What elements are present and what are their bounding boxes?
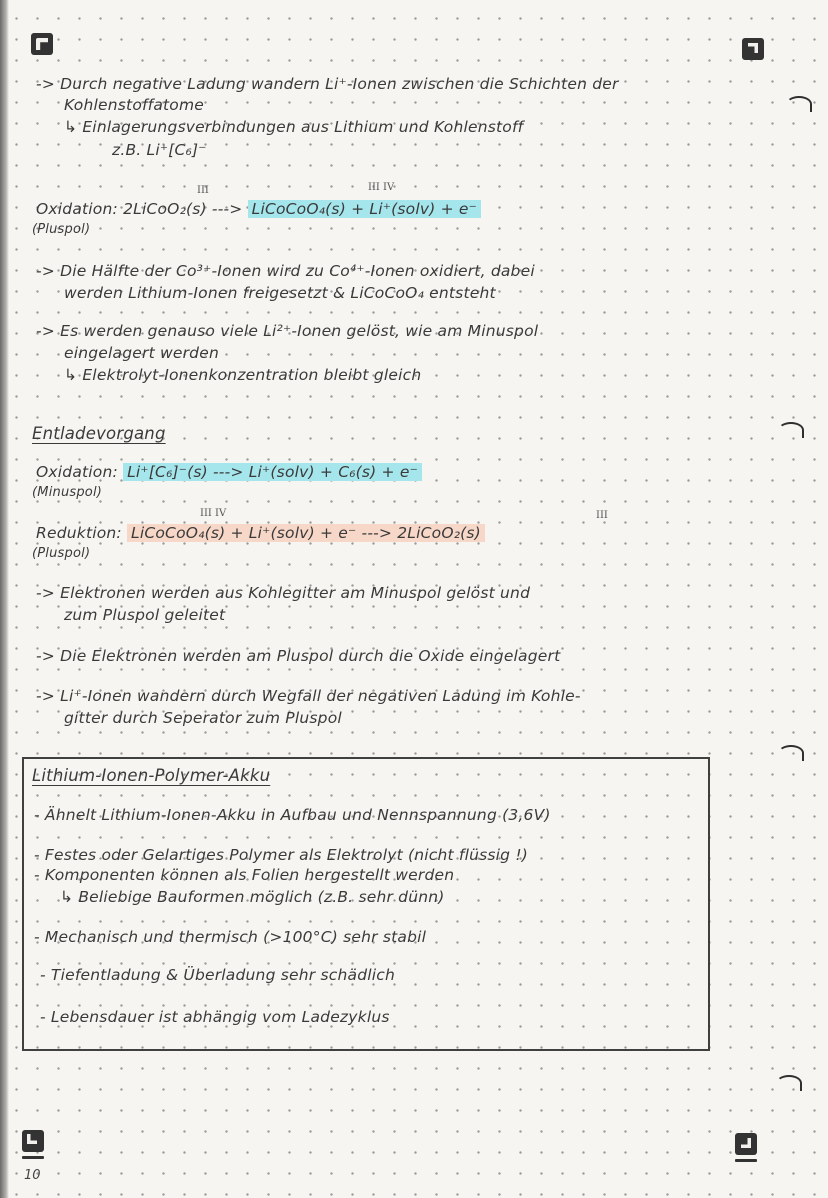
oxidation-plus-reaction: [36, 200, 481, 218]
box-list-item: - Mechanisch und thermisch (>100°C) sehr stabil: [34, 928, 427, 946]
reaction-label: Reduktion:: [36, 524, 122, 542]
corner-mark-bottom-right: [735, 1133, 757, 1155]
note-line: -> Li⁺-Ionen wandern durch Wegfall der negativen Ladung im Kohle-: [36, 687, 581, 705]
corner-tick-bottom-left: [22, 1156, 44, 1159]
section-heading-polymer: Lithium-Ionen-Polymer-Akku: [32, 766, 271, 785]
corner-mark-top-left: [31, 33, 53, 55]
note-line: werden Lithium-Ionen freigesetzt & LiCoCoO₄ entsteht: [64, 284, 496, 302]
note-line: ↳ Elektrolyt-Ionenkonzentration bleibt gleich: [64, 366, 422, 384]
intro-line-1: -> Durch negative Ladung wandern Li⁺-Ionen zwischen die Schichten der: [36, 75, 619, 93]
reaction-label: Oxidation:: [36, 200, 118, 218]
intro-line-4: z.B. Li⁺[C₆]⁻: [112, 141, 207, 159]
reaction-equation-highlight: Li⁺[C₆]⁻(s) ---> Li⁺(solv) + C₆(s) + e⁻: [123, 463, 422, 481]
punch-hole: [778, 422, 804, 438]
pole-label: (Minuspol): [32, 485, 103, 500]
punch-hole: [778, 745, 804, 761]
pole-label: (Pluspol): [32, 222, 91, 237]
note-line: -> Die Hälfte der Co³⁺-Ionen wird zu Co⁴⁺-Ionen oxidiert, dabei: [36, 262, 535, 280]
intro-line-2: Kohlenstoffatome: [64, 96, 205, 114]
punch-hole: [786, 96, 812, 112]
section-heading-discharge: Entladevorgang: [32, 424, 166, 443]
note-line: zum Pluspol geleitet: [64, 606, 226, 624]
reaction-label: Oxidation:: [36, 463, 118, 481]
oxidation-number-label: III: [197, 185, 209, 196]
oxidation-number-label: III IV: [368, 182, 395, 193]
note-line: -> Es werden genauso viele Li²⁺-Ionen gelöst, wie am Minuspol: [36, 322, 539, 340]
corner-mark-top-right: [742, 38, 764, 60]
note-line: eingelagert werden: [64, 344, 219, 362]
punch-hole: [776, 1075, 802, 1091]
box-list-subitem: ↳ Beliebige Bauformen möglich (z.B. sehr dünn): [60, 888, 445, 906]
reaction-right-side-highlight: LiCoCoO₄(s) + Li⁺(solv) + e⁻: [248, 200, 481, 218]
reduction-reaction: [36, 524, 485, 542]
notebook-binding-edge: [0, 0, 9, 1198]
oxidation-minus-reaction: [36, 463, 422, 481]
box-list-item: - Komponenten können als Folien hergestellt werden: [34, 866, 455, 884]
oxidation-number-label: III IV: [200, 508, 227, 519]
note-line: -> Die Elektronen werden am Pluspol durch die Oxide eingelagert: [36, 647, 561, 665]
note-line: -> Elektronen werden aus Kohlegitter am Minuspol gelöst und: [36, 584, 531, 602]
corner-tick-bottom-right: [735, 1159, 757, 1162]
box-list-item: - Ähnelt Lithium-Ionen-Akku in Aufbau und Nennspannung (3,6V): [34, 806, 551, 824]
box-list-item: - Festes oder Gelartiges Polymer als Elektrolyt (nicht flüssig !): [34, 846, 528, 864]
box-list-item: - Tiefentladung & Überladung sehr schädlich: [40, 966, 395, 984]
intro-line-3: ↳ Einlagerungsverbindungen aus Lithium und Kohlenstoff: [64, 118, 524, 136]
corner-mark-bottom-left: [22, 1130, 44, 1152]
oxidation-number-label: III: [596, 510, 608, 521]
note-line: gitter durch Seperator zum Pluspol: [64, 709, 342, 727]
pole-label: (Pluspol): [32, 546, 91, 561]
box-list-item: - Lebensdauer ist abhängig vom Ladezyklus: [40, 1008, 390, 1026]
reaction-left-side: 2LiCoO₂(s) --->: [123, 200, 243, 218]
page-number: 10: [24, 1168, 41, 1183]
reaction-equation-highlight: LiCoCoO₄(s) + Li⁺(solv) + e⁻ ---> 2LiCoO₂(s): [127, 524, 485, 542]
